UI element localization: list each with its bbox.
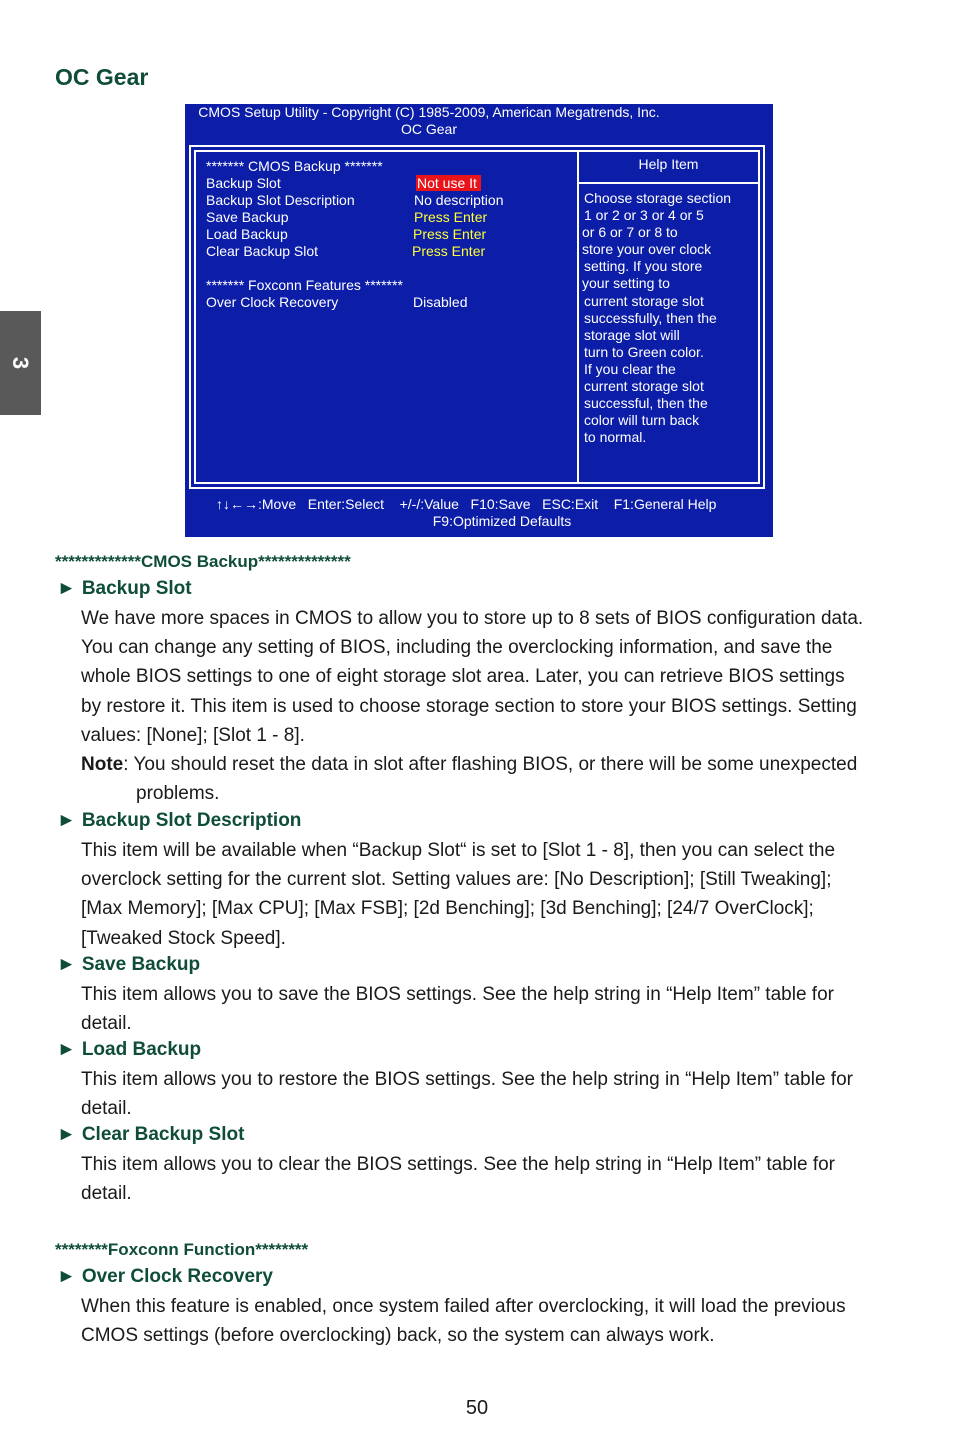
backup-slot-value[interactable] [416,175,481,192]
help-line: current storage slot [584,378,704,395]
bullet-arrow-icon: ► [57,1266,76,1287]
help-line: turn to Green color. [584,343,704,360]
help-line: successful, then the [584,395,708,412]
help-line: or 6 or 7 or 8 to [582,224,678,241]
load-backup-value[interactable]: Press Enter [413,226,487,242]
section-cmos-backup: *************CMOS Backup************** [55,552,351,571]
text-line: This item will be available when “Backup Slot“ is set to [Slot 1 - 8], then you can select the [81,840,836,861]
heading-clear-backup-slot-text: Clear Backup Slot [81,1124,245,1145]
help-line: your setting to [582,275,670,292]
bios-screen [185,104,773,537]
bios-item-backup-slot[interactable]: Backup Slot [206,175,281,191]
clear-backup-slot-value[interactable]: Press Enter [412,243,486,259]
note-backup-slot [81,750,948,808]
help-line: successfully, then the [584,309,717,326]
bios-item-save-backup[interactable]: Save Backup [206,209,289,225]
bios-header [185,104,673,138]
text-line: [Max Memory]; [Max CPU]; [Max FSB]; [2d Benching]; [3d Benching]; [24/7 OverClock]; [81,898,814,920]
heading-save-backup [57,954,200,976]
over-clock-recovery-value[interactable]: Disabled [413,294,468,310]
text-line: You can change any setting of BIOS, including the overclocking information, and save the [81,637,833,659]
text-line: We have more spaces in CMOS to allow you to store up to 8 sets of BIOS configuration data. [81,608,864,629]
bios-key-legend: ↑↓←→:Move Enter:Select +/-/:Value F10:Save ESC:Exit F1:General Help [216,496,717,512]
page-title: OC Gear [55,64,149,90]
chapter-number: 3 [8,356,34,370]
bullet-arrow-icon: ► [57,1124,76,1145]
heading-backup-slot [57,578,192,600]
text-line: When this feature is enabled, once system failed after overclocking, it will load the previous [81,1296,846,1317]
bullet-arrow-icon: ► [57,1039,76,1060]
heading-load-backup [57,1039,201,1061]
text-line: values: [None]; [Slot 1 - 8]. [81,724,305,746]
heading-over-clock-recovery-text: Over Clock Recovery [81,1266,273,1287]
paragraph-backup-slot [81,604,893,750]
paragraph-clear-backup-slot [81,1150,893,1208]
paragraph-save-backup [81,980,893,1038]
help-line: color will turn back [584,412,700,429]
paragraph-backup-slot-description [81,836,893,953]
help-line: store your over clock [582,241,712,258]
help-line: If you clear the [584,360,676,377]
chapter-tab [0,311,41,415]
foxconn-features-heading: ******* Foxconn Features ******* [206,277,403,293]
bios-panel-divider [577,152,579,482]
help-line: storage slot will [584,326,680,343]
note-label: Note [81,754,124,775]
text-line: overclock setting for the current slot. Setting values are: [No Description]; [Still Tweaking]; [81,869,832,891]
save-backup-value[interactable]: Press Enter [414,209,488,225]
bullet-arrow-icon: ► [57,810,76,831]
help-line: Choose storage section [584,190,732,206]
note-text: : You should reset the data in slot after flashing BIOS, or there will be some unexpected [123,754,858,775]
help-line: to normal. [584,429,647,446]
help-line: 1 or 2 or 3 or 4 or 5 [584,207,704,224]
help-separator [577,182,758,184]
bios-item-backup-slot-description[interactable]: Backup Slot Description [206,192,355,208]
text-line: [Tweaked Stock Speed]. [81,927,286,949]
note-text-continued: problems. [136,783,220,805]
text-line: whole BIOS settings to one of eight storage slot area. Later, you can retrieve BIOS settings [81,666,845,688]
help-line: setting. If you store [584,258,703,275]
bios-inner-frame [194,150,760,484]
backup-slot-description-value[interactable]: No description [414,192,504,208]
text-line: detail. [81,1013,132,1035]
help-line: current storage slot [584,292,704,309]
heading-over-clock-recovery [57,1266,273,1288]
bios-item-over-clock-recovery[interactable]: Over Clock Recovery [206,294,339,310]
heading-backup-slot-description-text: Backup Slot Description [81,810,302,831]
heading-backup-slot-description [57,810,301,832]
bios-key-legend-defaults: F9:Optimized Defaults [432,513,572,529]
text-line: by restore it. This item is used to choose storage section to store your BIOS settings. Setting [81,695,857,717]
text-line: CMOS settings (before overclocking) back, so the system can always work. [81,1325,715,1347]
heading-backup-slot-text: Backup Slot [81,578,192,599]
paragraph-over-clock-recovery [81,1292,893,1350]
text-line: This item allows you to restore the BIOS settings. See the help string in “Help Item” table for [81,1069,853,1090]
section-foxconn-function: ********Foxconn Function******** [55,1240,309,1259]
help-item-title: Help Item [638,156,699,172]
bios-item-clear-backup-slot[interactable]: Clear Backup Slot [206,243,319,259]
heading-load-backup-text: Load Backup [81,1039,202,1060]
heading-save-backup-text: Save Backup [81,954,201,975]
backup-slot-selected-value[interactable]: Not use It [416,175,481,191]
text-line: This item allows you to clear the BIOS settings. See the help string in “Help Item” table for [81,1154,836,1175]
help-text [584,190,764,446]
text-line: detail. [81,1098,132,1120]
text-line: detail. [81,1183,132,1205]
bullet-arrow-icon: ► [57,954,76,975]
bios-header-title: OC Gear [400,121,457,137]
text-line: This item allows you to save the BIOS settings. See the help string in “Help Item” table for [81,984,834,1005]
bios-frame [189,145,765,489]
paragraph-load-backup [81,1065,893,1123]
bios-item-load-backup[interactable]: Load Backup [206,226,288,242]
bios-header-copyright: CMOS Setup Utility - Copyright (C) 1985-2009, American Megatrends, Inc. [198,104,660,120]
page-number: 50 [465,1397,489,1419]
cmos-backup-heading: ******* CMOS Backup ******* [206,158,383,174]
bullet-arrow-icon: ► [57,578,76,599]
heading-clear-backup-slot [57,1124,244,1146]
